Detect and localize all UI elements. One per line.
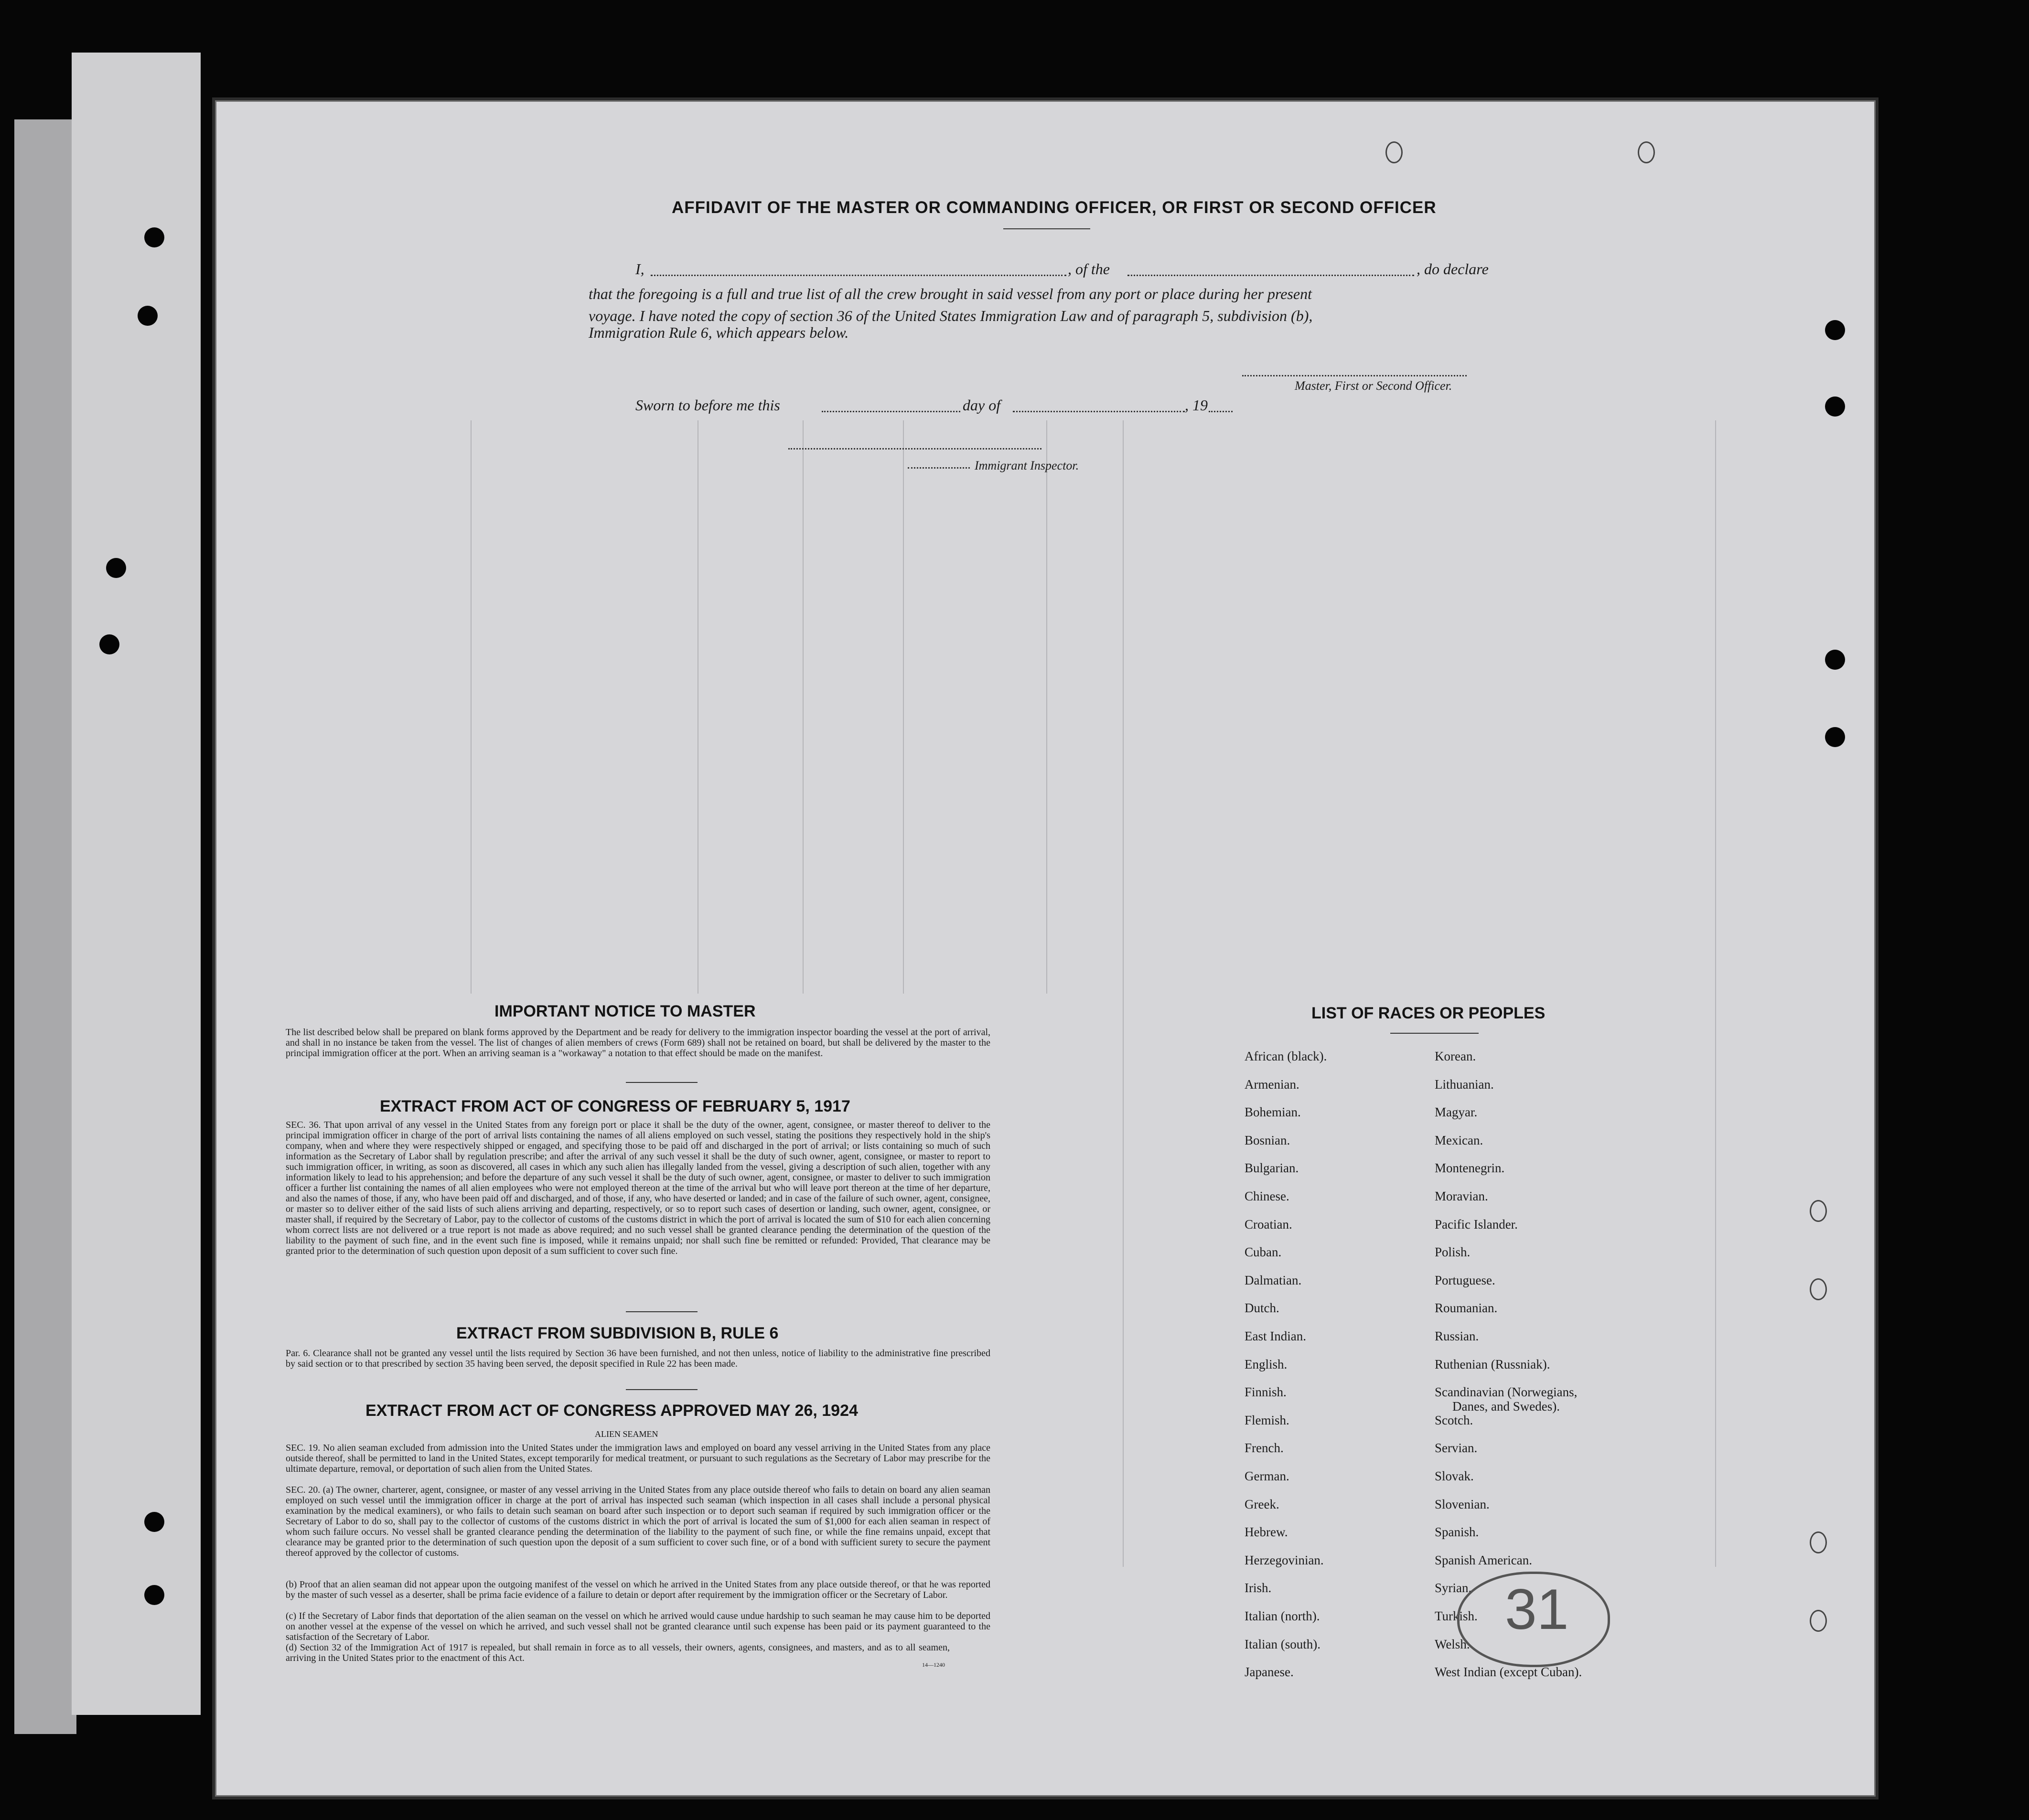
punch-hole [144, 227, 164, 247]
inspector-blank[interactable] [788, 448, 1041, 450]
race-item: Bosnian. [1245, 1133, 1290, 1147]
bleed-through-rule [903, 420, 904, 994]
race-item: Japanese. [1245, 1665, 1294, 1680]
punch-hole [144, 1585, 164, 1605]
race-item: Mexican. [1435, 1133, 1483, 1147]
alien-seamen-subtitle: ALIEN SEAMEN [595, 1429, 658, 1439]
year-blank[interactable] [1209, 411, 1233, 412]
race-item: Portuguese. [1435, 1273, 1495, 1287]
race-item: West Indian (except Cuban). [1435, 1665, 1582, 1680]
notice-title: IMPORTANT NOTICE TO MASTER [494, 1002, 756, 1020]
sec-20b-body: (b) Proof that an alien seaman did not appear upon the outgoing manifest of the vessel on which he arrived in the United States from any place outside thereof, or that he was reported by the master of such vessel as a deserter, shall be prima facie evidence of a failure to detain or deport after requirement by the immigration officer or the Secretary of Labor. [286, 1579, 990, 1600]
section-rule [626, 1389, 698, 1390]
race-item: Hebrew. [1245, 1525, 1288, 1540]
race-item: Bohemian. [1245, 1105, 1301, 1120]
race-item-continuation: Danes, and Swedes). [1452, 1399, 1560, 1414]
race-item: Welsh. [1435, 1637, 1470, 1651]
extract-1924-title: EXTRACT FROM ACT OF CONGRESS APPROVED MAY 26, 1924 [365, 1402, 858, 1420]
race-item: English. [1245, 1357, 1288, 1371]
declare-line-3: voyage. I have noted the copy of section 36 of the United States Immigration Law and of paragraph 5, subdivision (b), [589, 307, 1313, 324]
race-item: Cuban. [1245, 1245, 1282, 1260]
sworn-year: , 19 [1185, 396, 1208, 414]
stamp-number: 31 [1505, 1577, 1569, 1641]
facing-page-edge [72, 53, 201, 1715]
race-item: Slovak. [1435, 1469, 1474, 1483]
ring-hole [1810, 1200, 1827, 1222]
race-item: African (black). [1245, 1049, 1327, 1063]
day-blank[interactable] [822, 411, 960, 412]
race-item: Servian. [1435, 1441, 1478, 1456]
form-number: 14—1240 [922, 1661, 945, 1668]
race-item: Croatian. [1245, 1217, 1292, 1231]
punch-hole [99, 634, 119, 654]
race-item: Spanish. [1435, 1525, 1479, 1540]
race-item: Greek. [1245, 1497, 1279, 1511]
race-item: Roumanian. [1435, 1301, 1498, 1316]
inspector-label: Immigrant Inspector. [975, 459, 1079, 472]
races-title: LIST OF RACES OR PEOPLES [1311, 1004, 1546, 1022]
ring-hole [1810, 1278, 1827, 1300]
extract-1917-title: EXTRACT FROM ACT OF CONGRESS OF FEBRUARY 5, 1917 [380, 1097, 850, 1115]
race-item: Korean. [1435, 1049, 1476, 1063]
sec-20d-body: (d) Section 32 of the Immigration Act of 1917 is repealed, but shall remain in force as to all vessels, their owners, agents, consignees, and masters, and as to all seamen, arriving in the United States prior to the enactment of this Act. [286, 1642, 950, 1663]
punch-hole [1825, 320, 1845, 340]
race-item: German. [1245, 1469, 1289, 1483]
race-item: Flemish. [1245, 1413, 1289, 1427]
notice-body: The list described below shall be prepared on blank forms approved by the Department and be ready for delivery to the immigration inspector boarding the vessel at the port of arrival, and shall in no instance be taken from the vessel. The list of changes of alien members of crews (Form 689) shall not be retained on board, but shall be delivered by the master to the principal immigration officer at the port. When an arriving seaman is a "workaway" a notation to that effect should be made on the manifest. [286, 1027, 990, 1059]
race-item: Scandinavian (Norwegians, [1435, 1385, 1578, 1400]
bleed-through-rule [1715, 420, 1716, 1567]
month-blank[interactable] [1013, 411, 1185, 412]
signature-blank[interactable] [1242, 375, 1467, 376]
race-item: Irish. [1245, 1581, 1272, 1595]
extract-rule6-title: EXTRACT FROM SUBDIVISION B, RULE 6 [456, 1324, 779, 1342]
race-item: Polish. [1435, 1245, 1471, 1260]
bleed-through-rule [803, 420, 804, 994]
races-rule [1390, 1033, 1479, 1034]
section-rule [626, 1082, 698, 1083]
punch-hole [144, 1512, 164, 1532]
punch-hole [1825, 727, 1845, 747]
extract-rule6-body: Par. 6. Clearance shall not be granted any vessel until the lists required by Section 36 have been furnished, and not then unless, notice of liability to the administrative fine prescribed by said section or to that prescribed by section 35 having been served, the deposit specified in Rule 22 has been made. [286, 1348, 990, 1369]
race-item: Dutch. [1245, 1301, 1279, 1316]
race-item: Italian (south). [1245, 1637, 1320, 1651]
race-item: East Indian. [1245, 1329, 1306, 1343]
bleed-through-rule [1123, 420, 1124, 1567]
declare-line-2: that the foregoing is a full and true list of all the crew brought in said vessel from any port or place during her present [589, 285, 1312, 302]
race-item: Lithuanian. [1435, 1077, 1494, 1092]
race-item: Scotch. [1435, 1413, 1473, 1427]
punch-hole [1825, 396, 1845, 417]
race-item: Finnish. [1245, 1385, 1287, 1400]
sworn-day: day of [963, 396, 1001, 414]
race-item: Syrian. [1435, 1581, 1472, 1595]
extract-1917-body: SEC. 36. That upon arrival of any vessel in the United States from any foreign port or place it shall be the duty of the owner, agent, consignee, or master thereof to deliver to the principal immigration officer in charge of the port of arrival lists containing the names of all aliens employed on such vessel, stating the positions they respectively hold in the ship's company, when and where they were respectively shipped or engaged, and specifying those to be paid off and discharged in the port of arrival; or lists containing so much of such information as the Secretary of Labor shall by regulation prescribe; and after the arrival of any such vessel it shall be the duty of such owner, agent, consignee, or master to report to such immigration officer, in writing, as soon as discovered, all cases in which any such alien has illegally landed from the vessel, giving a description of such alien, together with any information likely to lead to his apprehension; and before the departure of any such vessel it shall be the duty of such owner, agent, consignee, or master to deliver to such immigration officer a further list containing the names of all alien employees who were not employed thereon at the time of the arrival but who will leave port thereon at the time of her departure, and also the names of those, if any, who have been paid off and discharged, and of those, if any, who have deserted or landed; and in case of the failure of such owner, agent, consignee, or master so to deliver either of the said lists of such aliens arriving and departing, respectively, or so to report such cases of desertion or landing, such owner, agent, consignee, or master shall, if required by the Secretary of Labor, pay to the collector of customs of the customs district in which the port of arrival is located the sum of $10 for each alien concerning whom correct lists are not delivered or a true report is not made as above required; and no such vessel shall be granted clearance pending the determination of the question of the liability to the payment of such fine, and in the event such fine is imposed, while it remains unpaid; nor shall such fine be remitted or refunded: Provided, That clearance may be granted prior to the determination of such question upon deposit of a sum sufficient to cover such fine. [286, 1120, 990, 1256]
signature-label: Master, First or Second Officer. [1295, 379, 1452, 393]
race-item: Armenian. [1245, 1077, 1299, 1092]
declare-line-4: Immigration Rule 6, which appears below. [589, 324, 849, 341]
sec-20c-body: (c) If the Secretary of Labor finds that deportation of the alien seaman on the vessel on which he arrived would cause undue hardship to such seaman he may cause him to be deported on another vessel at the expense of the vessel on which he arrived, and such vessel shall not be granted clearance until such expense has been paid or its payment guaranteed to the satisfaction of the Secretary of Labor. [286, 1611, 990, 1642]
race-item: Herzegovinian. [1245, 1552, 1324, 1567]
punch-hole [1825, 650, 1845, 670]
affidavit-title: AFFIDAVIT OF THE MASTER OR COMMANDING OFFICER, OR FIRST OR SECOND OFFICER [672, 198, 1437, 217]
race-item: Dalmatian. [1245, 1273, 1302, 1287]
ring-hole [1810, 1610, 1827, 1632]
bleed-through-rule [1046, 420, 1047, 994]
name-blank[interactable] [651, 275, 1066, 276]
title-rule [1003, 228, 1090, 229]
binding-strip [14, 119, 76, 1734]
race-item: Spanish American. [1435, 1552, 1532, 1567]
ring-hole [1638, 141, 1655, 163]
race-item: Pacific Islander. [1435, 1217, 1518, 1231]
race-item: Magyar. [1435, 1105, 1478, 1120]
race-item: Chinese. [1245, 1189, 1289, 1203]
race-item: Moravian. [1435, 1189, 1488, 1203]
punch-hole [138, 306, 158, 326]
race-item: Italian (north). [1245, 1609, 1320, 1623]
race-item: Russian. [1435, 1329, 1479, 1343]
vessel-blank[interactable] [1127, 275, 1414, 276]
sworn-prefix: Sworn to before me this [635, 396, 780, 414]
punch-hole [106, 558, 126, 578]
race-item: Bulgarian. [1245, 1161, 1299, 1176]
bleed-through-rule [471, 420, 472, 994]
sec-19-body: SEC. 19. No alien seaman excluded from admission into the United States under the immigration laws and employed on board any vessel arriving in the United States from any place outside thereof, shall be permitted to land in the United States, except temporarily for medical treatment, or pursuant to such regulations as the Secretary of Labor may prescribe for the ultimate departure, removal, or deportation of such alien from the United States. [286, 1443, 990, 1474]
ring-hole [1385, 141, 1403, 163]
declare-end: , do declare [1417, 260, 1489, 278]
section-rule [626, 1311, 698, 1312]
race-item: Ruthenian (Russniak). [1435, 1357, 1550, 1371]
declare-i: I, [635, 260, 644, 278]
race-item: Montenegrin. [1435, 1161, 1505, 1176]
ring-hole [1810, 1531, 1827, 1553]
race-item: Slovenian. [1435, 1497, 1490, 1511]
inspector-blank-2[interactable] [908, 467, 970, 469]
sec-20a-body: SEC. 20. (a) The owner, charterer, agent, consignee, or master of any vessel arriving in the United States from any place outside thereof who fails to detain on board any alien seaman employed on such vessel until the immigration officer in charge at the port of arrival has inspected such seaman (which inspection in all cases shall include a personal physical examination by the medical examiners), or who fails to detain such seaman on board after such inspection or to deport such seaman if required by such immigration officer or the Secretary of Labor to do so, shall pay to the collector of customs of the customs district in which the port of arrival is located the sum of $1,000 for each alien seaman in respect of whom such failure occurs. No vessel shall be granted clearance pending the determination of the liability to the payment of such fine, or while the fine remains unpaid, except that clearance may be granted prior to the determination of such question upon the deposit of a sum sufficient to cover such fine, or of a bond with sufficient surety to secure the payment thereof approved by the collector of customs. [286, 1485, 990, 1558]
race-item: Turkish. [1435, 1609, 1478, 1623]
declare-of: , of the [1068, 260, 1110, 278]
race-item: French. [1245, 1441, 1284, 1456]
